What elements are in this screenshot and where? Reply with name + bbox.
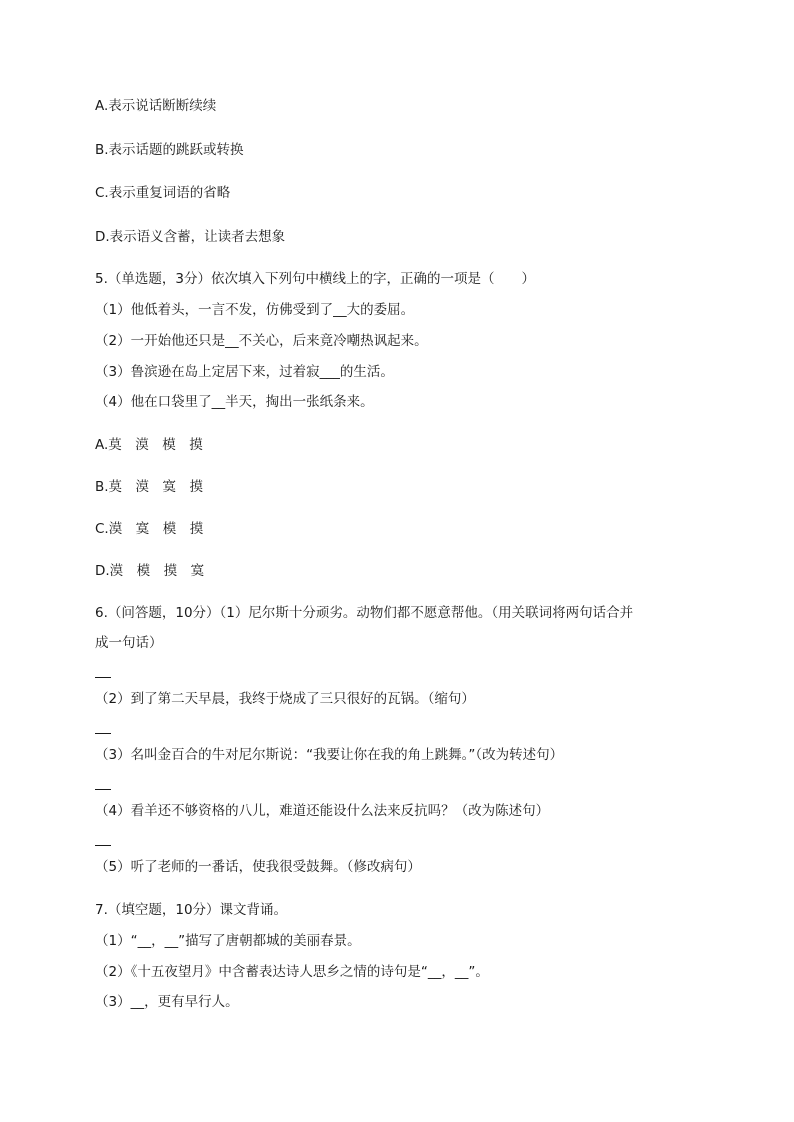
q6-item-3: （3）名叫金百合的牛对尼尔斯说：“我要让你在我的角上跳舞。”（改为转述句） bbox=[95, 747, 564, 763]
q6-answer-blank-3[interactable] bbox=[95, 789, 111, 790]
q5-option-d: D.漠 模 摸 寞 bbox=[95, 563, 205, 579]
q7-item-3: （3）__，更有早行人。 bbox=[95, 994, 239, 1010]
q6-answer-blank-1[interactable] bbox=[95, 677, 111, 678]
q7-stem: 7.（填空题，10分）课文背诵。 bbox=[95, 902, 288, 918]
q6-answer-blank-4[interactable] bbox=[95, 845, 111, 846]
q4-option-b: B.表示话题的跳跃或转换 bbox=[95, 142, 244, 158]
q6-item-5: （5）听了老师的一番话，使我很受鼓舞。（修改病句） bbox=[95, 859, 421, 875]
q7-item-1: （1）“__，__”描写了唐朝都城的美丽春景。 bbox=[95, 933, 361, 949]
q6-answer-blank-2[interactable] bbox=[95, 733, 111, 734]
q5-item-3: （3）鲁滨逊在岛上定居下来，过着寂___的生活。 bbox=[95, 364, 394, 380]
q4-option-c: C.表示重复词语的省略 bbox=[95, 185, 231, 201]
q5-option-c: C.漠 寞 模 摸 bbox=[95, 521, 204, 537]
q5-item-1: （1）他低着头，一言不发，仿佛受到了__大的委屈。 bbox=[95, 302, 415, 318]
q6-stem-line2: 成一句话） bbox=[95, 635, 163, 651]
q5-item-2: （2）一开始他还只是__不关心，后来竟冷嘲热讽起来。 bbox=[95, 333, 428, 349]
q5-option-b: B.莫 漠 寞 摸 bbox=[95, 479, 204, 495]
q7-item-2: （2）《十五夜望月》中含蓄表达诗人思乡之情的诗句是“__，__”。 bbox=[95, 964, 489, 980]
q6-item-2: （2）到了第二天早晨，我终于烧成了三只很好的瓦锅。（缩句） bbox=[95, 691, 475, 707]
q4-option-d: D.表示语义含蓄，让读者去想象 bbox=[95, 229, 286, 245]
q5-item-4: （4）他在口袋里了__半天，掏出一张纸条来。 bbox=[95, 394, 374, 410]
q6-stem-line1: 6.（问答题，10分）（1）尼尔斯十分顽劣。动物们都不愿意帮他。（用关联词将两句话合并 bbox=[95, 605, 634, 621]
q5-option-a: A.莫 漠 模 摸 bbox=[95, 437, 203, 453]
q5-stem: 5.（单选题，3分）依次填入下列句中横线上的字，正确的一项是（ ） bbox=[95, 271, 535, 287]
q4-option-a: A.表示说话断断续续 bbox=[95, 98, 217, 114]
q6-item-4: （4）看羊还不够资格的八儿，难道还能设什么法来反抗吗？（改为陈述句） bbox=[95, 803, 550, 819]
